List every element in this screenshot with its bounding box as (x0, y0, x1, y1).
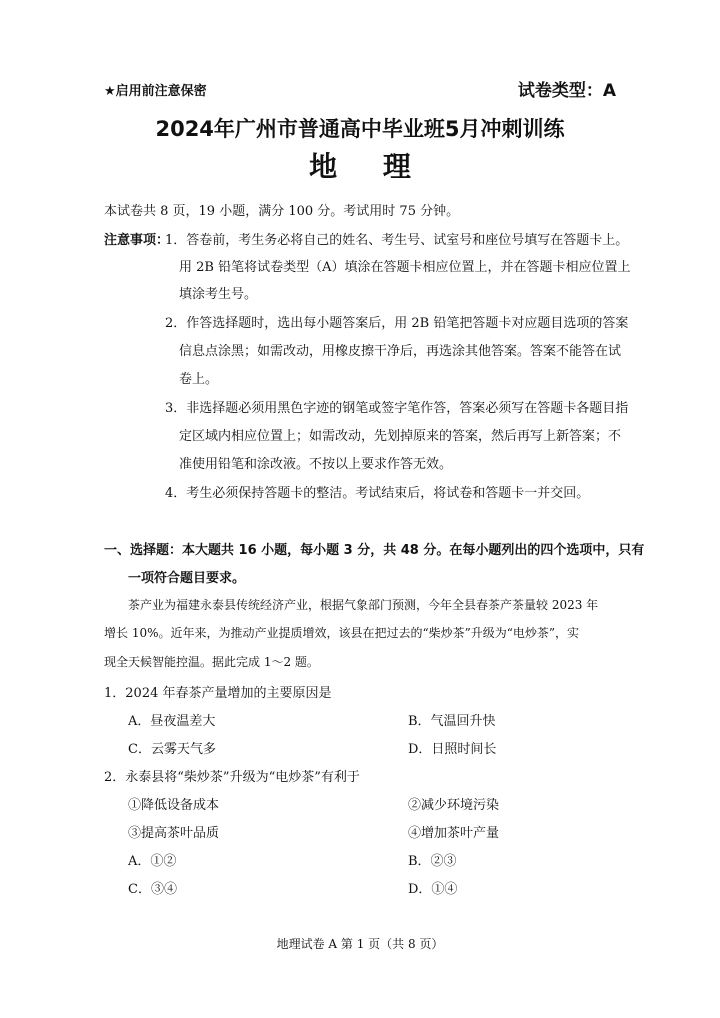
question-1-stem: 1．2024 年春茶产量增加的主要原因是 (104, 686, 332, 701)
confidential-mark: ★启用前注意保密 (104, 84, 207, 99)
q1-option-b: B．气温回升快 (408, 714, 496, 729)
notes-label: 注意事项： (104, 233, 170, 248)
section-heading: 一、选择题：本大题共 16 小题，每小题 3 分，共 48 分。在每小题列出的四个选项中，只有 (104, 543, 645, 558)
subject-title: 地 理 (309, 150, 429, 183)
note-line: 卷上。 (179, 372, 219, 387)
note-line: 定区域内相应位置上；如需改动，先划掉原来的答案，然后再写上新答案；不 (179, 429, 622, 444)
note-line: 1．答卷前，考生务必将自己的姓名、考生号、试室号和座位号填写在答题卡上。 (165, 233, 629, 248)
question-2-stem: 2．永泰县将“柴炒茶”升级为“电炒茶”有利于 (104, 770, 360, 785)
q2-option-d: D．①④ (408, 882, 458, 897)
section-heading-cont: 一项符合题目要求。 (128, 571, 246, 586)
q1-option-d: D．日照时间长 (408, 742, 497, 757)
note-line: 准使用铅笔和涂改液。不按以上要求作答无效。 (179, 457, 453, 472)
passage-line: 茶产业为福建永泰县传统经济产业，根据气象部门预测，今年全县春茶产茶量较 2023 年 (128, 598, 599, 612)
passage-line: 增长 10%。近年来，为推动产业提质增效，该县在把过去的“柴炒茶”升级为“电炒茶”，实 (104, 626, 580, 640)
q2-statement-1: ①降低设备成本 (128, 798, 220, 813)
q2-statement-2: ②减少环境污染 (408, 798, 500, 813)
q1-option-c: C．云雾天气多 (128, 742, 216, 757)
note-line: 信息点涂黑；如需改动，用橡皮擦干净后，再选涂其他答案。答案不能答在试 (179, 344, 622, 359)
paper-type: 试卷类型：A (517, 81, 616, 101)
q2-option-a: A．①② (128, 854, 177, 869)
exam-title: 2024年广州市普通高中毕业班5月冲刺训练 (155, 117, 565, 141)
page-footer: 地理试卷 A 第 1 页（共 8 页） (276, 937, 444, 951)
note-line: 3．非选择题必须用黑色字迹的钢笔或签字笔作答，答案必须写在答题卡各题目指 (165, 401, 629, 416)
intro-text: 本试卷共 8 页，19 小题，满分 100 分。考试用时 75 分钟。 (104, 204, 460, 219)
q2-statement-3: ③提高茶叶品质 (128, 826, 220, 841)
q1-option-a: A．昼夜温差大 (128, 714, 216, 729)
note-line: 填涂考生号。 (179, 287, 258, 302)
note-line: 2．作答选择题时，选出每小题答案后，用 2B 铅笔把答题卡对应题目选项的答案 (165, 316, 629, 331)
q2-option-b: B．②③ (408, 854, 457, 869)
q2-statement-4: ④增加茶叶产量 (408, 826, 500, 841)
note-line: 4．考生必须保持答题卡的整洁。考试结束后，将试卷和答题卡一并交回。 (165, 486, 590, 501)
note-line: 用 2B 铅笔将试卷类型（A）填涂在答题卡相应位置上，并在答题卡相应位置上 (179, 260, 631, 275)
q2-option-c: C．③④ (128, 882, 177, 897)
passage-line: 现全天候智能控温。据此完成 1～2 题。 (104, 655, 319, 669)
